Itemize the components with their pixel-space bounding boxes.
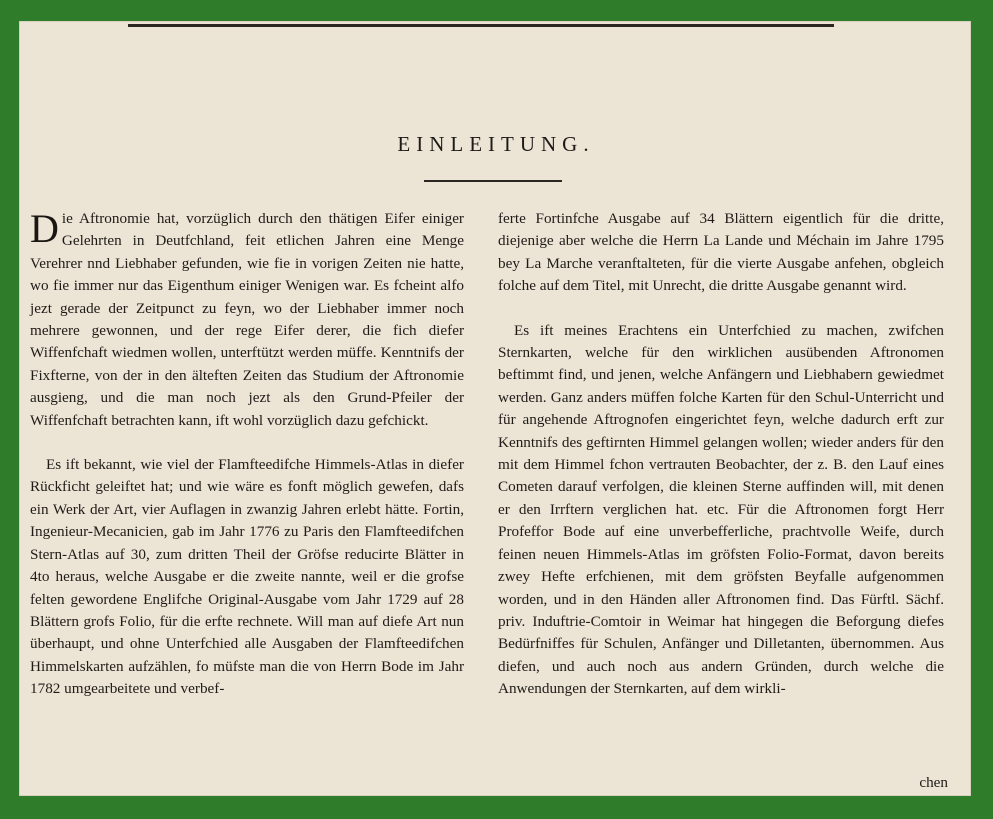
page-title: EINLEITUNG. xyxy=(397,132,595,156)
title-rule xyxy=(424,180,562,182)
right-paragraph-2: Es ift meines Erachtens ein Unterfchied zu machen, zwifchen Sternkarten, welche für den wirklichen ausübenden Aftronomen beftimmt find, und jenen, welche Anfängern und Liebhabern gewiedmet werden. Ganz anders müffen folche Karten für den Schul-Unterricht und für angehende Aftrognofen eingerichtet feyn, welche dadurch erft zur Kenntnifs des geftirnten Himmel gelangen wollen; wieder anders für den mit dem Himmel fchon vertrauten Beobachter, der z. B. den Lauf eines Cometen darauf verfolgen, die kleinen Sterne auffinden will, mit denen er den Irrftern verglichen hat. etc. Für die Aftronomen forgt Herr Profeffor Bode auf eine unverbefferliche, prachtvolle Weife, durch feinen neuen Himmels-Atlas im gröfsten Folio-Format, davon bereits zwey Hefte erfchienen, mit dem gröfsten Beyfalle aufgenommen worden, und in den Händen aller Aftronomen find. Das Fürftl. Sächf. priv. Induftrie-Comtoir in Weimar hat hingegen die Beforgung diefes Bedürfniffes für Schulen, Anfänger und Dilletanten, übernommen. Aus diefen, und auch noch aus andern Gründen, durch welche die Anwendungen der Sternkarten, auf dem wirkli- xyxy=(498,321,944,698)
catchword: chen xyxy=(919,774,948,791)
book-page xyxy=(19,21,971,796)
right-column xyxy=(498,208,944,701)
right-paragraph-1: ferte Fortinfche Ausgabe auf 34 Blättern eigentlich für die dritte, diejenige aber welche die Herrn La Lande und Méchain im Jahre 1795 bey La Marche veranftalteten, für die vierte Ausgabe anfehen, obgleich folche auf dem Titel, mit Unrecht, die dritte Ausgabe genannt wird. xyxy=(498,210,944,295)
top-rule xyxy=(128,24,834,27)
left-paragraph-1-text: ie Aftronomie hat, vorzüglich durch den thätigen Eifer einiger Gelehrten in Deutfchland, feit etlichen Jahren eine Menge Verehrer nnd Liebhaber gefunden, wie fie in vorigen Zeiten nie hatte, wo fie immer nur das Eigenthum einiger Wenigen war. Es fcheint alfo jezt gerade der Zeitpunct zu feyn, wo der Liebhaber immer noch mehrere gewonnen, und der rege Eifer derer, die fich diefer Wiffenfchaft wiedmen wollen, unterftützt werden müffe. Kenntnifs der Fixfterne, von der in den älteften Zeiten das Studium der Aftronomie ausgieng, und die man noch jezt als den Grund-Pfeiler der Wiffenfchaft betrachten kann, ift wohl vorzüglich dazu gefchickt. xyxy=(30,210,464,429)
paragraph-gap xyxy=(498,298,944,320)
left-column xyxy=(30,208,464,701)
paragraph-gap xyxy=(30,432,464,454)
drop-cap: D xyxy=(30,206,59,251)
left-paragraph-1 xyxy=(30,208,464,432)
left-paragraph-2: Es ift bekannt, wie viel der Flamfteedifche Himmels-Atlas in diefer Rückficht geleiftet hat; und wie wäre es fonft möglich gewefen, dafs ein Werk der Art, vier Auflagen in zwanzig Jahren erlebt hätte. Fortin, Ingenieur-Mecanicien, gab im Jahr 1776 zu Paris den Flamfteedifchen Stern-Atlas auf 30, zum dritten Theil der Gröfse reducirte Blätter in 4to heraus, welche Ausgabe er die zweite nannte, weil er die grofse felten gewordene Englifche Original-Ausgabe vom Jahr 1729 auf 28 Blättern grofs Folio, für die erfte rechnete. Will man auf diefe Art nun überhaupt, und ohne Unterfchied alle Ausgaben der Flamfteedifchen Himmelskarten aufzählen, fo müfste man die von Herrn Bode im Jahr 1782 umgearbeitete und verbef- xyxy=(30,456,464,698)
